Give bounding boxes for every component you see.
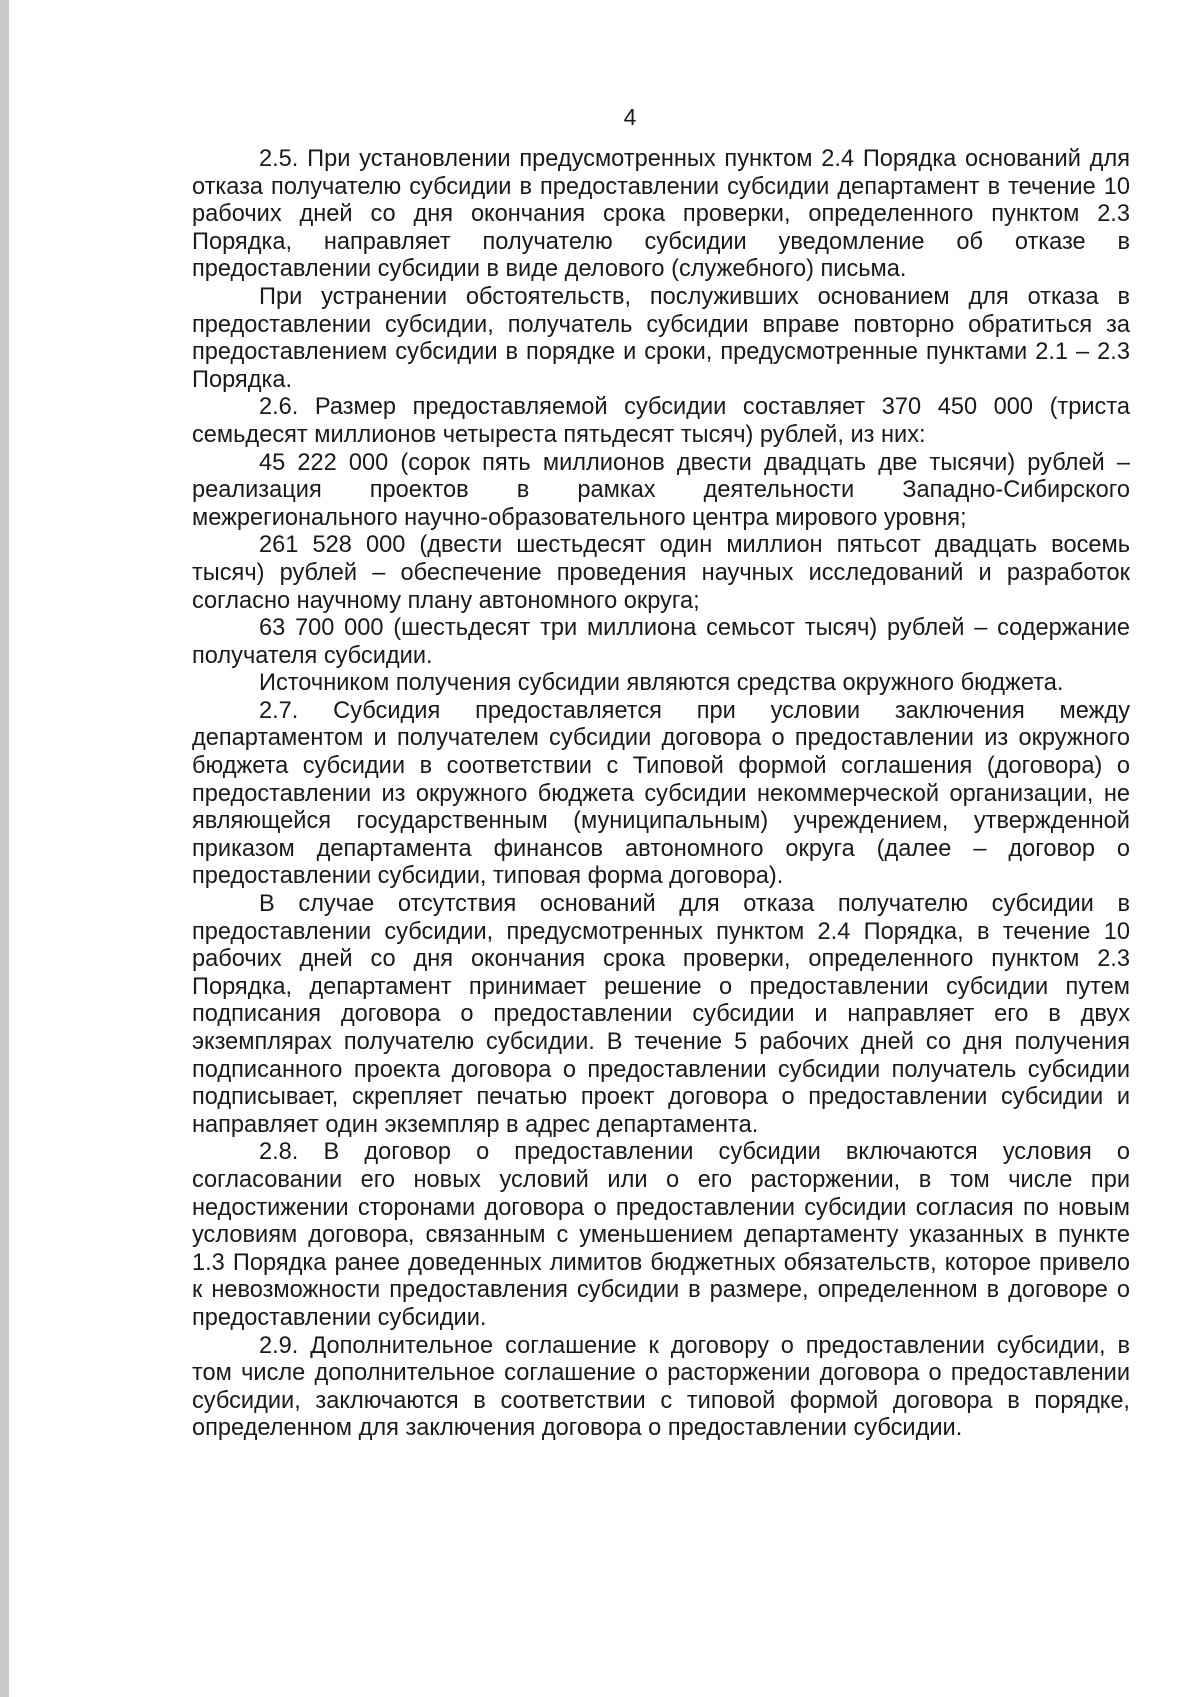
document-body xyxy=(192,146,1130,1443)
paragraph-2-5: 2.5. При установлении предусмотренных пунктом 2.4 Порядка оснований для отказа получателю субсидии в предоставлении субсидии департамент в течение 10 рабочих дней со дня окончания срока проверки, определенного пунктом 2.3 Порядка, направляет получателю субсидии уведомление об отказе в предоставлении субсидии в виде делового (служебного) письма. xyxy=(192,146,1130,283)
paragraph-2-8: 2.8. В договор о предоставлении субсидии включаются условия о согласовании его новых условий или о его расторжении, в том числе при недостижении сторонами договора о предоставлении субсидии согласия по новым условиям договора, связанным с уменьшением департаменту указанных в пункте 1.3 Порядка ранее доведенных лимитов бюджетных обязательств, которое привело к невозможности предоставления субсидии в размере, определенном в договоре о предоставлении субсидии. xyxy=(192,1139,1130,1331)
scan-left-edge xyxy=(0,0,9,1697)
paragraph-refusal-remedy: При устранении обстоятельств, послуживших основанием для отказа в предоставлении субсидии, получатель субсидии вправе повторно обратиться за предоставлением субсидии в порядке и сроки, предусмотренные пунктами 2.1 – 2.3 Порядка. xyxy=(192,283,1130,393)
paragraph-amount-3: 63 700 000 (шестьдесят три миллиона семьсот тысяч) рублей – содержание получателя субсидии. xyxy=(192,615,1130,669)
paragraph-no-refusal: В случае отсутствия оснований для отказа получателю субсидии в предоставлении субсидии, предусмотренных пунктом 2.4 Порядка, в течение 10 рабочих дней со дня окончания срока проверки, определенного пунктом 2.3 Порядка, департамент принимает решение о предоставлении субсидии путем подписания договора о предоставлении субсидии и направляет его в двух экземплярах получателю субсидии. В течение 5 рабочих дней со дня получения подписанного проекта договора о предоставлении субсидии получатель субсидии подписывает, скрепляет печатью проект договора о предоставлении субсидии и направляет один экземпляр в адрес департамента. xyxy=(192,891,1130,1138)
paragraph-amount-1: 45 222 000 (сорок пять миллионов двести двадцать две тысячи) рублей – реализация проектов в рамках деятельности Западно-Сибирского межрегионального научно-образовательного центра мирового уровня; xyxy=(192,449,1130,531)
paragraph-2-6: 2.6. Размер предоставляемой субсидии составляет 370 450 000 (триста семьдесят миллионов четыреста пятьдесят тысяч) рублей, из них: xyxy=(192,394,1130,448)
paragraph-2-9: 2.9. Дополнительное соглашение к договору о предоставлении субсидии, в том числе дополнительное соглашение о расторжении договора о предоставлении субсидии, заключаются в соответствии с типовой формой договора в порядке, определенном для заключения договора о предоставлении субсидии. xyxy=(192,1332,1130,1442)
page-number: 4 xyxy=(623,104,637,130)
paragraph-source: Источником получения субсидии являются средства окружного бюджета. xyxy=(259,670,1064,697)
paragraph-amount-2: 261 528 000 (двести шестьдесят один миллион пятьсот двадцать восемь тысяч) рублей – обеспечение проведения научных исследований и разработок согласно научному плану автономного округа; xyxy=(192,532,1130,614)
paragraph-2-7: 2.7. Субсидия предоставляется при условии заключения между департаментом и получателем субсидии договора о предоставлении из окружного бюджета субсидии в соответствии с Типовой формой соглашения (договора) о предоставлении из окружного бюджета субсидии некоммерческой организации, не являющейся государственным (муниципальным) учреждением, утвержденной приказом департамента финансов автономного округа (далее – договор о предоставлении субсидии, типовая форма договора). xyxy=(192,697,1130,890)
